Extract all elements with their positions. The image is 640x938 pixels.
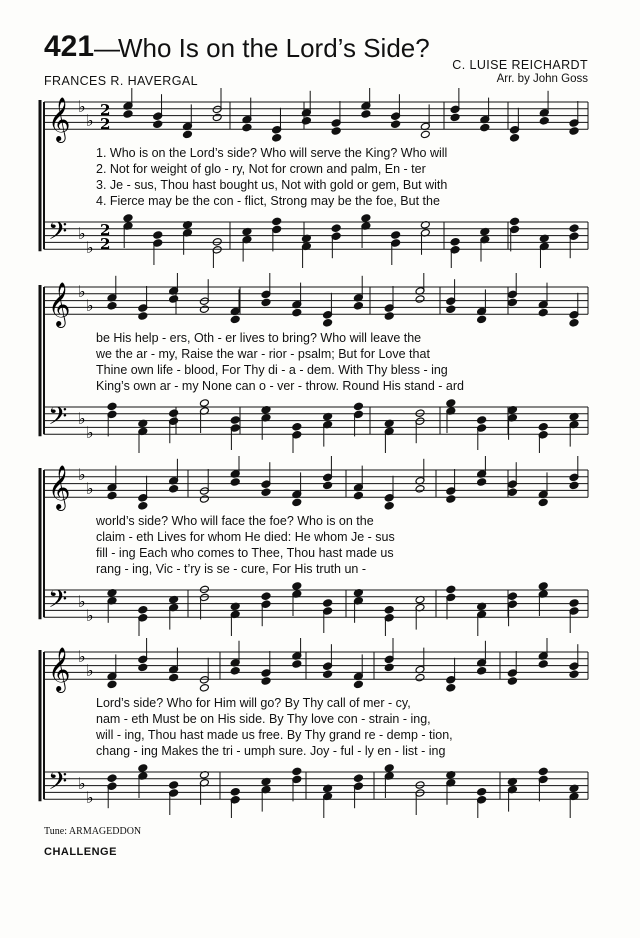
lyric-line: Thine own life - blood, For Thy di - a - dem. With Thy bless - ing (96, 363, 448, 377)
svg-text:♭: ♭ (86, 111, 94, 130)
svg-text:♭: ♭ (86, 238, 94, 257)
bass-clef-icon: 𝄢 (48, 402, 68, 437)
svg-text:♭: ♭ (86, 423, 94, 442)
treble-clef-icon: 𝄞 (48, 647, 71, 691)
treble-clef-icon: 𝄞 (48, 97, 71, 141)
meter-name: CHALLENGE (44, 846, 117, 858)
svg-text:2: 2 (100, 115, 111, 133)
svg-text:♭: ♭ (78, 409, 86, 428)
svg-text:♭: ♭ (78, 774, 86, 793)
svg-text:♭: ♭ (78, 282, 86, 301)
composer-credit: C. LUISE REICHARDT (452, 58, 588, 72)
lyric-line: 2. Not for weight of glo - ry, Not for crown and palm, En - ter (96, 162, 426, 176)
lyric-line: world’s side? Who will face the foe? Who is on the (96, 514, 374, 528)
hymn-title: Who Is on the Lord’s Side? (118, 33, 430, 63)
svg-text:2: 2 (100, 235, 111, 253)
svg-text:♭: ♭ (78, 97, 86, 116)
lyric-line: rang - ing, Vic - t’ry is se - cure, For His truth un - (96, 562, 366, 576)
bass-clef-icon: 𝄢 (48, 217, 68, 252)
svg-text:♭: ♭ (78, 465, 86, 484)
title-dash: — (94, 33, 120, 63)
arranger-credit: Arr. by John Goss (496, 73, 588, 85)
lyric-line: be His help - ers, Oth - er lives to bring? Who will leave the (96, 331, 422, 345)
svg-text:♭: ♭ (78, 647, 86, 666)
lyric-line: 3. Je - sus, Thou hast bought us, Not with gold or gem, But with (96, 178, 448, 192)
svg-text:♭: ♭ (86, 479, 94, 498)
lyric-line: 1. Who is on the Lord’s side? Who will serve the King? Who will (96, 146, 448, 160)
lyric-line: will - ing, Thou hast made us free. By Thy grand re - demp - tion, (96, 728, 453, 742)
svg-text:♭: ♭ (86, 661, 94, 680)
svg-text:♭: ♭ (86, 606, 94, 625)
treble-clef-icon: 𝄞 (48, 282, 71, 326)
treble-clef-icon: 𝄞 (48, 465, 71, 509)
hymn-number: 421 (44, 30, 95, 63)
bass-clef-icon: 𝄢 (48, 585, 68, 620)
lyric-line: 4. Fierce may be the con - flict, Strong may be the foe, But the (96, 194, 440, 208)
lyric-line: fill - ing Each who comes to Thee, Thou hast made us (96, 546, 394, 560)
svg-text:♭: ♭ (86, 788, 94, 807)
lyric-line: claim - eth Lives for whom He died: He whom Je - sus (96, 530, 395, 544)
svg-text:♭: ♭ (78, 592, 86, 611)
lyric-line: King’s own ar - my None can o - ver - throw. Round His stand - ard (96, 379, 464, 393)
bass-clef-icon: 𝄢 (48, 767, 68, 802)
svg-text:♭: ♭ (86, 296, 94, 315)
svg-text:♭: ♭ (78, 224, 86, 243)
svg-text:2: 2 (100, 101, 111, 119)
lyric-line: Lord’s side? Who for Him will go? By Thy call of mer - cy, (96, 696, 411, 710)
lyric-line: chang - ing Makes the tri - umph sure. Joy - ful - ly en - list - ing (96, 744, 446, 758)
tune-name: Tune: ARMAGEDDON (44, 826, 142, 837)
lyric-line: we the ar - my, Raise the war - rior - psalm; But for Love that (96, 347, 430, 361)
lyric-line: nam - eth Must be on His side. By Thy love con - strain - ing, (96, 712, 431, 726)
author-credit: FRANCES R. HAVERGAL (44, 74, 198, 88)
svg-text:2: 2 (100, 221, 111, 239)
